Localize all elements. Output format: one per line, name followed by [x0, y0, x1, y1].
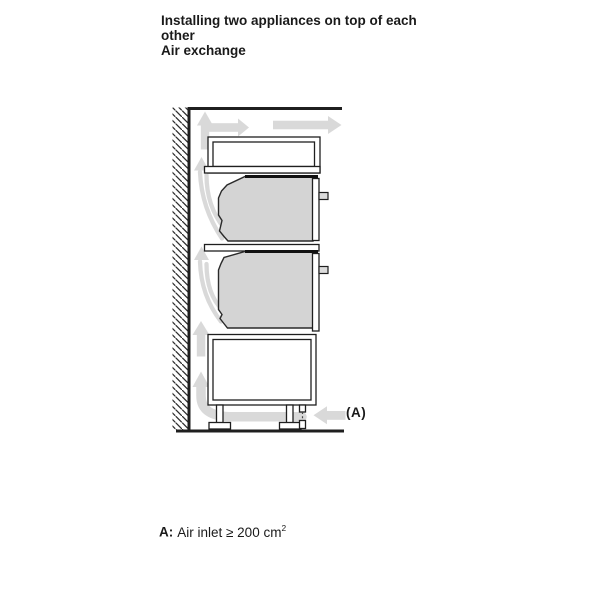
caption: [159, 523, 286, 540]
wall-hatching: [173, 108, 188, 430]
upper-shelf: [205, 167, 321, 174]
airflow-up-mid-arrow: [193, 321, 210, 357]
lower-appliance-handle: [319, 267, 328, 274]
airflow-right-outer-arrow: [273, 116, 342, 134]
ceiling-line: [188, 107, 343, 110]
page-title: Installing two appliances on top of each other: [161, 13, 417, 43]
lower-appliance-door: [313, 254, 320, 332]
upper-appliance: [219, 177, 329, 242]
lower-appliance: [219, 252, 329, 332]
upper-appliance-handle: [319, 193, 328, 200]
lower-appliance-body: [219, 252, 314, 329]
air-inlet-label: (A): [346, 405, 367, 420]
airflow-right-inner-arrow: [204, 119, 249, 137]
caption-text: Air inlet ≥ 200 cm: [177, 524, 282, 540]
caption-superscript: 2: [281, 523, 287, 533]
air-inlet-arrow: [314, 406, 346, 424]
wall-line: [188, 107, 191, 433]
upper-appliance-door: [313, 179, 320, 241]
caption-term: A:: [159, 524, 174, 540]
section-subtitle: Air exchange: [161, 43, 246, 58]
base-cabinet: [208, 335, 316, 406]
floor-line: [176, 430, 344, 433]
upper-appliance-body: [219, 177, 314, 242]
